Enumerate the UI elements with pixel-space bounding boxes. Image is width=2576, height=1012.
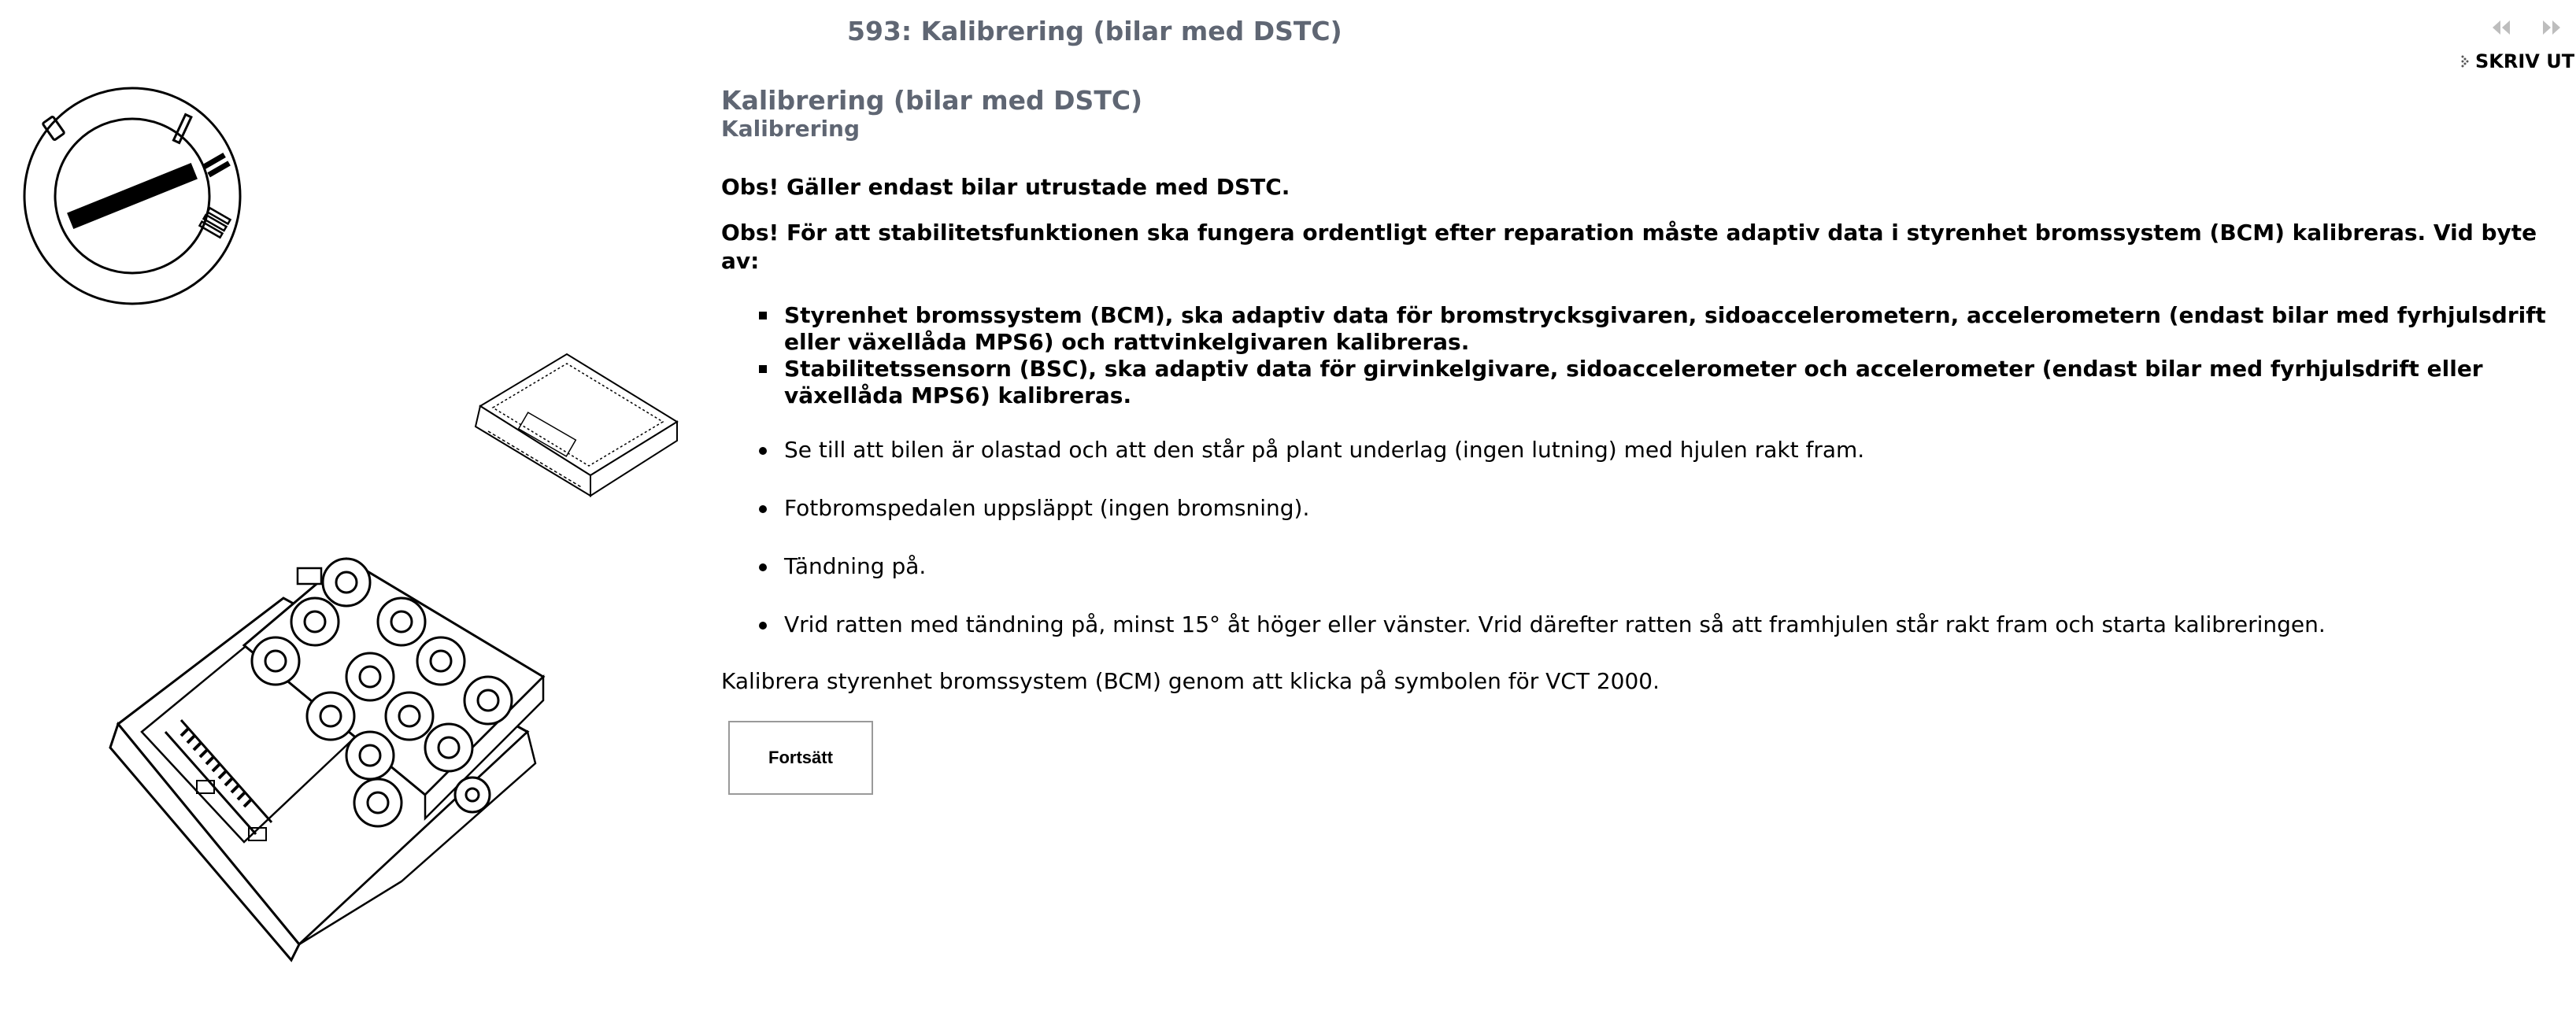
print-label: SKRIV UT [2475, 50, 2575, 72]
abs-unit-illustration [87, 535, 559, 964]
page-title: 593: Kalibrering (bilar med DSTC) [847, 16, 1342, 46]
next-page-icon[interactable] [2535, 16, 2567, 39]
list-item: Vrid ratten med tändning på, minst 15° åt höger eller vänster. Vrid därefter ratten så att framhjulen står rakt fram och starta kalibreringen. [721, 611, 2563, 639]
main-content [721, 85, 2563, 696]
control-module-illustration [464, 349, 685, 499]
list-item: Stabilitetssensorn (BSC), ska adaptiv data för girvinkelgivare, sidoaccelerometer och accelerometer (endast bilar med fyrhjulsdrift eller växellåda MPS6) kalibreras. [721, 356, 2563, 409]
list-item: Styrenhet bromssystem (BCM), ska adaptiv data för bromstrycksgivaren, sidoaccelerometern, accelerometern (endast bilar med fyrhjulsdrift eller växellåda MPS6) och rattvinkelgivaren kalibreras. [721, 302, 2563, 356]
replacement-list [721, 302, 2563, 409]
section-subtitle: Kalibrering [721, 116, 861, 142]
print-link[interactable] [2461, 50, 2574, 72]
list-item: Se till att bilen är olastad och att den står på plant underlag (ingen lutning) med hjulen rakt fram. [721, 436, 2563, 464]
final-instruction: Kalibrera styrenhet bromssystem (BCM) genom att klicka på symbolen för VCT 2000. [721, 668, 1660, 694]
note-calibration-required: Obs! För att stabilitetsfunktionen ska fungera ordentligt efter reparation måste adaptiv data i styrenhet bromssystem (BCM) kalibreras. Vid byte av: [721, 220, 2537, 274]
list-item: Fotbromspedalen uppsläppt (ingen bromsning). [721, 494, 2563, 523]
continue-button[interactable]: Fortsätt [728, 721, 873, 795]
previous-page-icon[interactable] [2486, 16, 2518, 39]
ignition-lock-illustration [22, 85, 244, 307]
print-marker-icon [2461, 53, 2469, 70]
steps-list [721, 436, 2563, 639]
section-title: Kalibrering (bilar med DSTC) [721, 85, 1143, 116]
list-item: Tändning på. [721, 552, 2563, 581]
note-dstc-only: Obs! Gäller endast bilar utrustade med DSTC. [721, 174, 1290, 200]
page-navigation [2486, 16, 2573, 39]
